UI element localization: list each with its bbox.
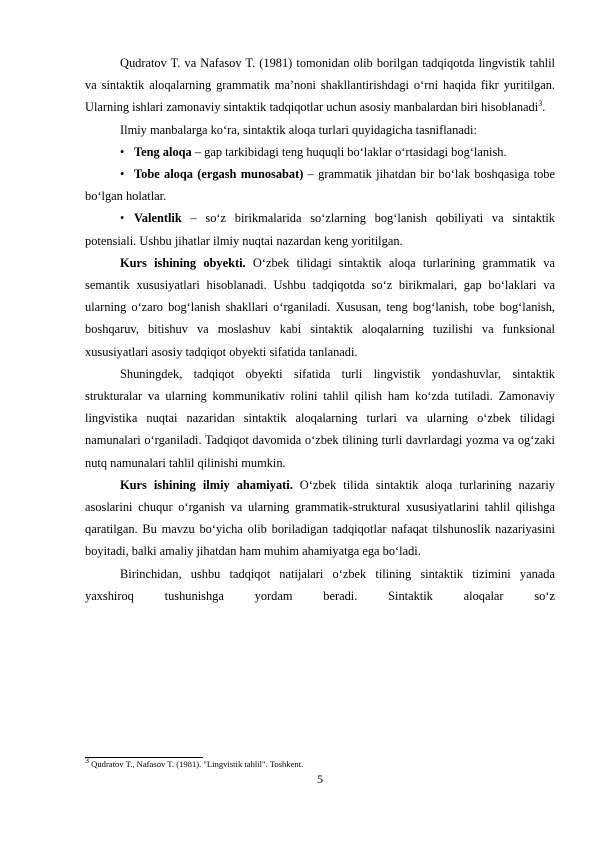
- footnote: [85, 756, 555, 770]
- paragraph-research-object: [85, 252, 555, 363]
- list-item-term: Valentlik: [134, 211, 182, 226]
- body-text: [85, 52, 555, 607]
- bullet-marker: •: [120, 167, 125, 182]
- list-item-text: – gap tarkibidagi teng huquqli bo‘laklar o‘rtasidagi bog‘lanish.: [191, 144, 507, 159]
- paragraph-text-end: .: [542, 100, 546, 115]
- bullet-marker: •: [120, 211, 125, 226]
- list-item-text: – grammatik jihatdan bir bo‘lak boshqasiga tobe bo‘lgan holatlar.: [85, 167, 556, 204]
- paragraph-intro: [85, 52, 555, 119]
- section-heading: Kurs ishining obyekti.: [120, 255, 246, 270]
- paragraph-classification: Ilmiy manbalarga ko‘ra, sintaktik aloqa turlari quyidagicha tasniflanadi:: [120, 122, 477, 137]
- list-item-term: Tobe aloqa (ergash munosabat): [134, 167, 304, 182]
- list-item-term: Teng aloqa: [134, 144, 192, 159]
- paragraph-text: Qudratov T. va Nafasov T. (1981) tomonidan olib borilgan tadqiqotda lingvistik tahlil va sintaktik aloqalarning grammatik ma’noni shakllantirishdagi o‘rni haqida fikr yuritilgan. Ularning ishlari zamonaviy sintaktik tadqiqotlar uchun asosiy manbalardan biri hisoblanadi: [85, 56, 555, 115]
- footnote-reference: 3: [538, 99, 543, 109]
- footnote-marker: 3: [85, 756, 89, 766]
- paragraph-firstly: Birinchidan, ushbu tadqiqot natijalari o‘zbek tilining sintaktik tizimini yanada yaxshiroq tushunishga yordam beradi. Sintaktik aloqalar so‘z: [85, 566, 555, 603]
- footnote-text: Qudratov T., Nafasov T. (1981). "Lingvistik tahlil". Toshkent.: [89, 759, 304, 769]
- footnote-divider: [85, 757, 203, 758]
- bullet-marker: •: [120, 144, 125, 159]
- page-number: 5: [317, 772, 323, 786]
- list-item: [85, 207, 555, 251]
- section-heading: Kurs ishining ilmiy ahamiyati.: [120, 477, 293, 492]
- paragraph-text: O‘zbek tilidagi sintaktik aloqa turlarining grammatik va semantik xususiyatlari hisoblanadi. Ushbu tadqiqotda so‘z birikmalari, gap bo‘laklari va ularning o‘zaro bog‘lanish shakllari o‘rganiladi. Xususan, teng bog‘lanish, tobe bog‘lanish, boshqaruv, bitishuv va moslashuv kabi sintaktik aloqalarning tuzilishi va funksional xususiyatlari asosiy tadqiqot obyekti sifatida tanlanadi.: [85, 255, 556, 359]
- paragraph-scientific-significance: [85, 474, 555, 563]
- list-item: [85, 141, 555, 163]
- list-item-text: – so‘z birikmalarida so‘zlarning bog‘lanish qobiliyati va sintaktik potensiali. Ushbu jihatlar ilmiy nuqtai nazardan keng yoritilgan.: [85, 211, 555, 248]
- paragraph-text: O‘zbek tilida sintaktik aloqa turlarining nazariy asoslarini chuqur o‘rganish va ularning grammatik-struktural xususiyatlarini tahlil qilishga qaratilgan. Bu mavzu bo‘yicha olib boriladigan tadqiqotlar nafaqat tilshunoslik nazariyasini boyitadi, balki amaliy jihatdan ham muhim ahamiyatga ega bo‘ladi.: [85, 477, 555, 559]
- list-item: [85, 163, 555, 207]
- paragraph-approaches: Shuningdek, tadqiqot obyekti sifatida turli lingvistik yondashuvlar, sintaktik strukturalar va ularning kommunikativ rolini tahlil qilish ham ko‘zda tutiladi. Zamonaviy lingvistika nuqtai nazaridan sintaktik aloqalarning turlari va ularning o‘zbek tilidagi namunalari o‘rganiladi. Tadqiqot davomida o‘zbek tilining turli davrlardagi yozma va og‘zaki nutq namunalari tahlil qilinishi mumkin.: [85, 366, 555, 470]
